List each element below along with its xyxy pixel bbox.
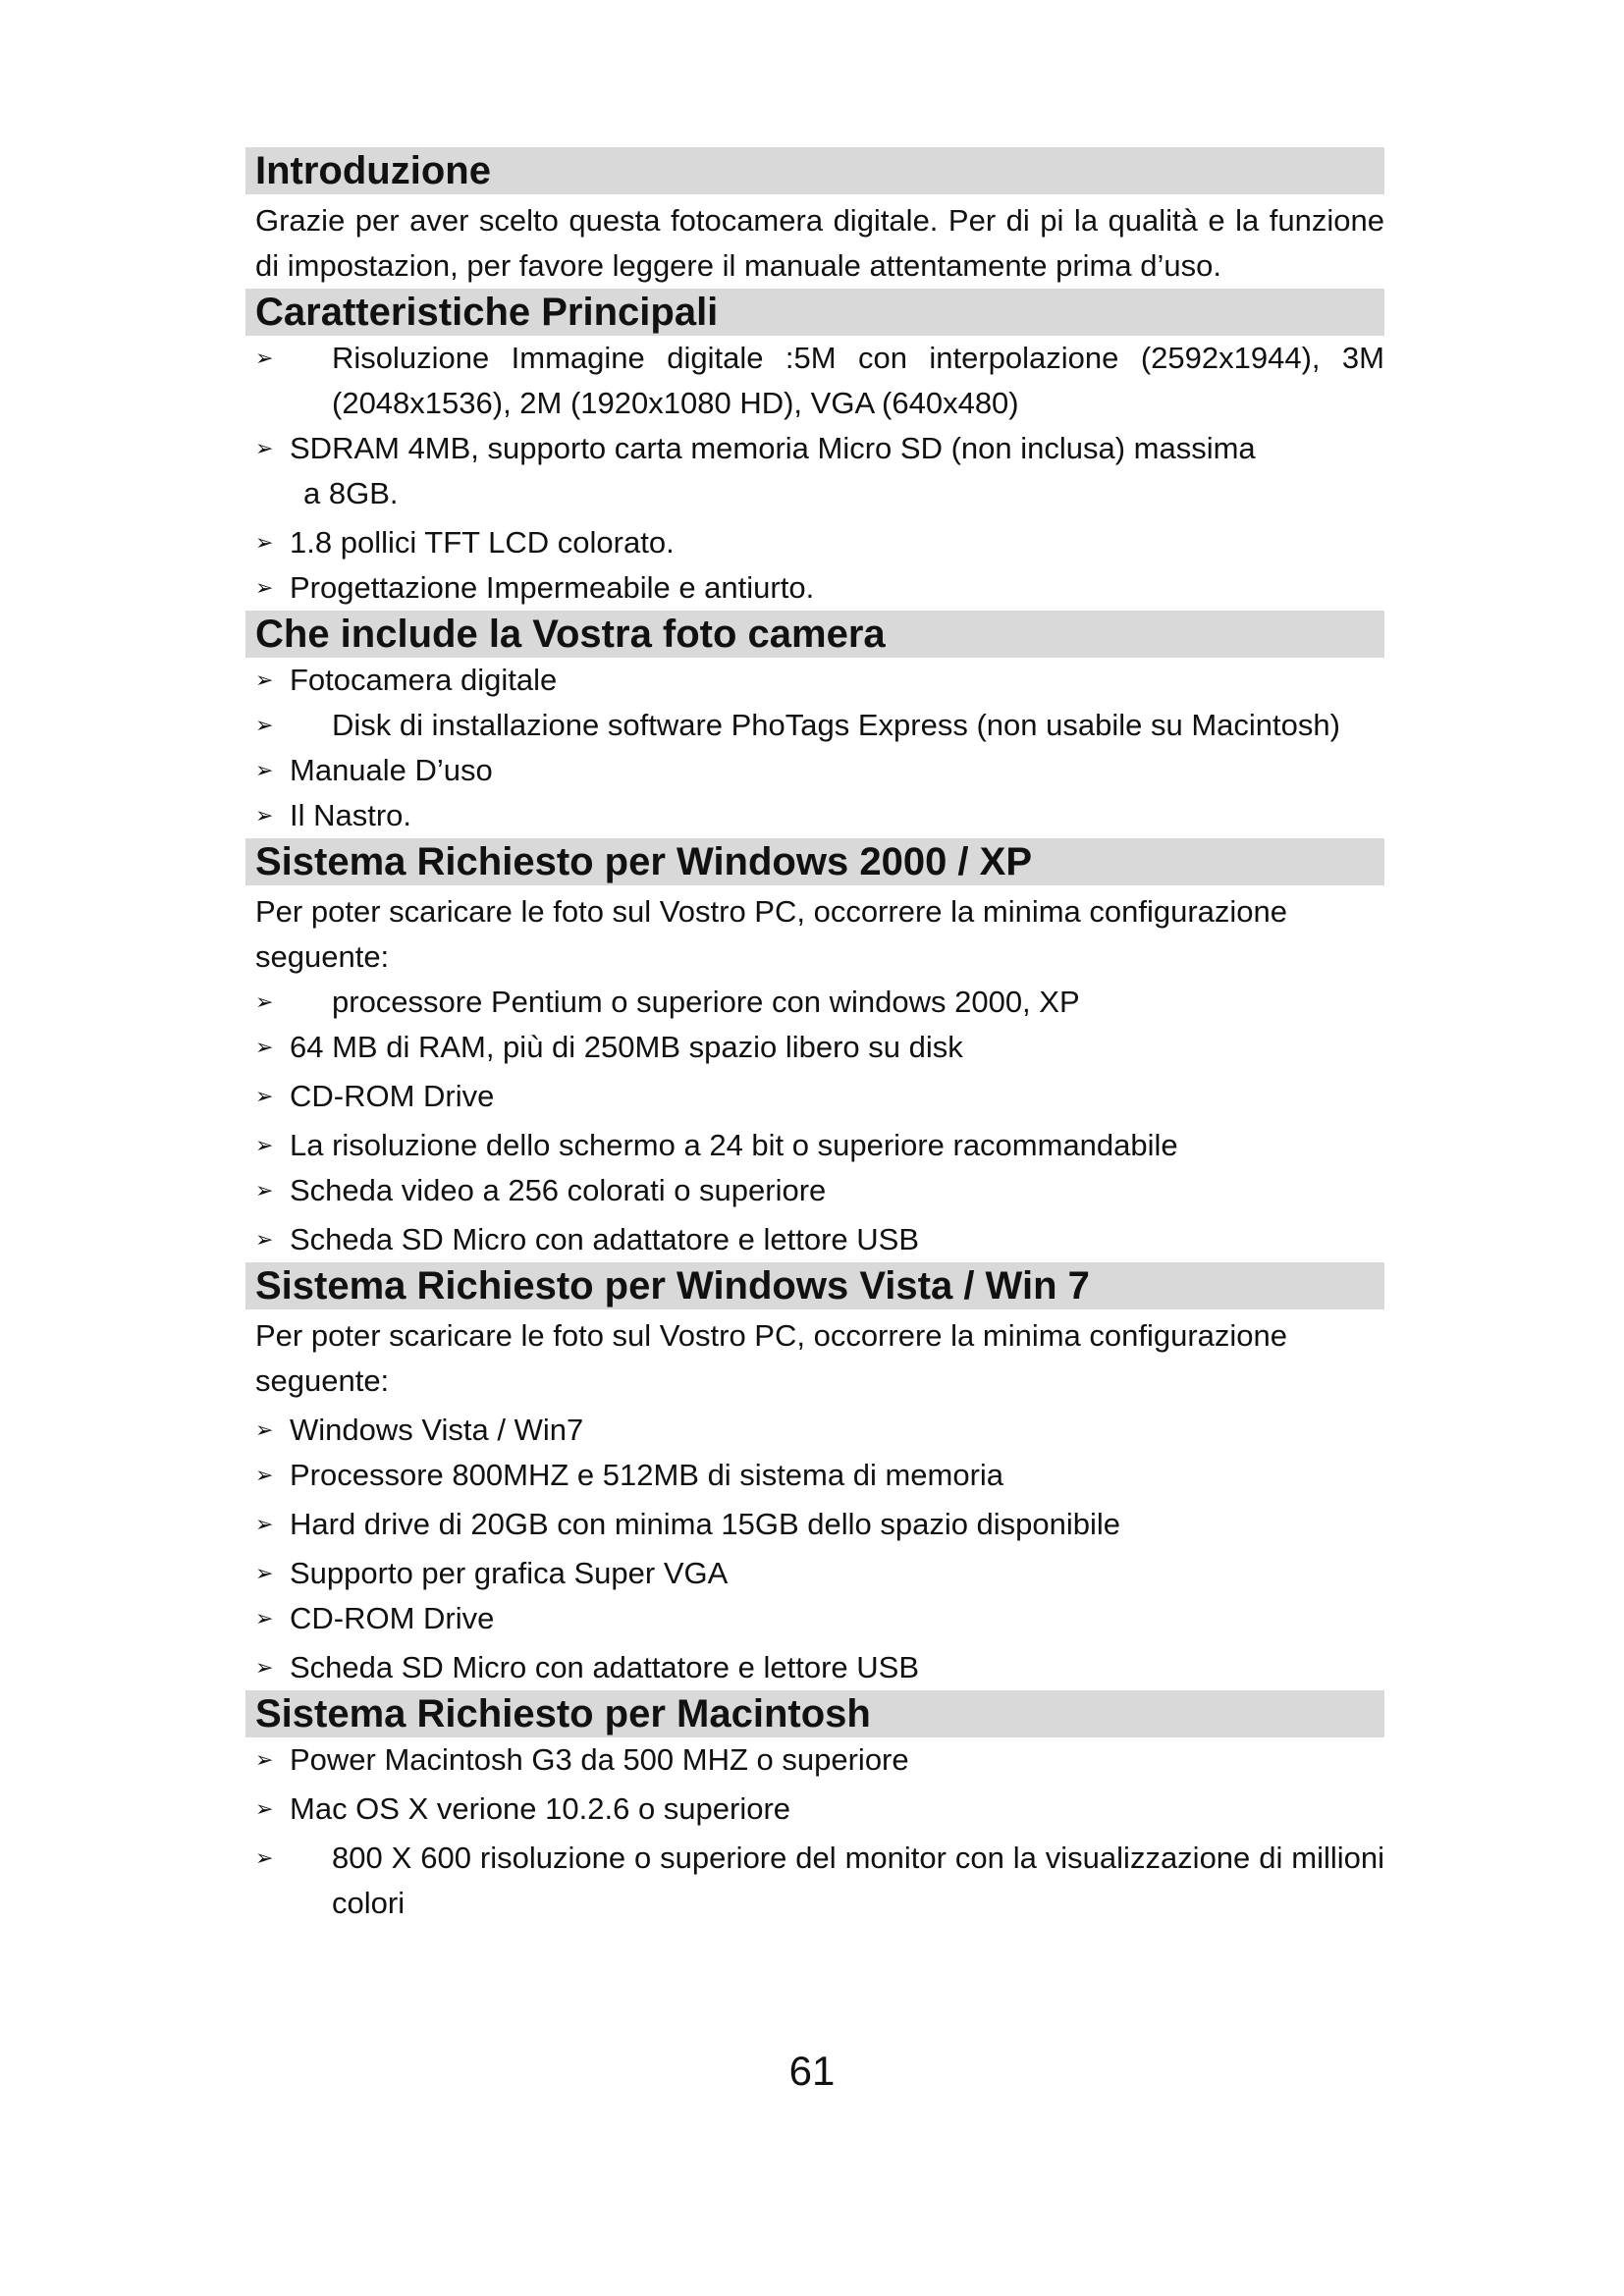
arrow-bullet-icon: ➢ xyxy=(255,346,274,370)
list-item-text: La risoluzione dello schermo a 24 bit o superiore racommandabile xyxy=(290,1128,1178,1162)
list-item-text: Mac OS X verione 10.2.6 o superiore xyxy=(290,1791,791,1826)
list-item-text: Windows Vista / Win7 xyxy=(290,1413,584,1447)
list-item-text: Processore 800MHZ e 512MB di sistema di memoria xyxy=(290,1458,1004,1492)
arrow-bullet-icon: ➢ xyxy=(255,1606,274,1630)
arrow-bullet-icon: ➢ xyxy=(255,1133,274,1157)
list-item xyxy=(245,1453,1384,1498)
arrow-bullet-icon: ➢ xyxy=(255,436,274,460)
arrow-bullet-icon: ➢ xyxy=(255,758,274,782)
list-item-text: CD-ROM Drive xyxy=(290,1601,495,1635)
arrow-bullet-icon: ➢ xyxy=(255,1417,274,1442)
list-item-text: SDRAM 4MB, supporto carta memoria Micro SD (non inclusa) massima xyxy=(290,431,1256,465)
list-item xyxy=(245,1836,1384,1926)
arrow-bullet-icon: ➢ xyxy=(255,1561,274,1585)
features-list xyxy=(245,336,1384,611)
list-item-text: 800 X 600 risoluzione o superiore del monitor con la visualizzazione di millioni colori xyxy=(332,1841,1384,1920)
list-item-text: Scheda SD Micro con adattatore e lettore USB xyxy=(290,1650,919,1684)
arrow-bullet-icon: ➢ xyxy=(255,575,274,600)
list-item-text: Fotocamera digitale xyxy=(290,663,558,697)
section-title-macintosh: Sistema Richiesto per Macintosh xyxy=(245,1690,1384,1737)
list-item xyxy=(245,1408,1384,1453)
section-title-caratteristiche: Caratteristiche Principali xyxy=(245,289,1384,336)
list-item-text: Manuale D’uso xyxy=(290,753,493,787)
macintosh-requirements-list xyxy=(245,1737,1384,1926)
list-item-text: Power Macintosh G3 da 500 MHZ o superiore xyxy=(290,1742,909,1777)
list-item xyxy=(245,1787,1384,1832)
list-item xyxy=(245,1551,1384,1596)
arrow-bullet-icon: ➢ xyxy=(255,1512,274,1536)
arrow-bullet-icon: ➢ xyxy=(255,1178,274,1202)
list-item-text: Risoluzione Immagine digitale :5M con interpolazione (2592x1944), 3M (2048x1536), 2M (1920x1080 HD), VGA (640x480) xyxy=(332,341,1384,420)
list-item xyxy=(245,980,1384,1025)
arrow-bullet-icon: ➢ xyxy=(255,1463,274,1487)
arrow-bullet-icon: ➢ xyxy=(255,989,274,1014)
list-item xyxy=(245,1596,1384,1641)
list-item xyxy=(245,1074,1384,1119)
list-item xyxy=(245,1168,1384,1213)
list-item-text: Scheda SD Micro con adattatore e lettore USB xyxy=(290,1222,919,1256)
windows-xp-intro: Per poter scaricare le foto sul Vostro PC, occorrere la minima configurazione seguente: xyxy=(255,894,1288,974)
section-title-introduzione: Introduzione xyxy=(245,147,1384,194)
list-item-text: Scheda video a 256 colorati o superiore xyxy=(290,1173,827,1207)
page-number: 61 xyxy=(788,2048,836,2094)
manual-page xyxy=(245,147,1384,1926)
windows-vista-intro: Per poter scaricare le foto sul Vostro PC, occorrere la minima configurazione seguente: xyxy=(255,1318,1288,1398)
list-item-text: Disk di installazione software PhoTags Express (non usabile su Macintosh) xyxy=(332,708,1340,742)
arrow-bullet-icon: ➢ xyxy=(255,1655,274,1680)
list-item xyxy=(245,793,1384,838)
arrow-bullet-icon: ➢ xyxy=(255,1084,274,1108)
arrow-bullet-icon: ➢ xyxy=(255,530,274,555)
list-item-text: Supporto per grafica Super VGA xyxy=(290,1556,729,1590)
windows-xp-requirements-list xyxy=(245,980,1384,1262)
section-title-contenuto: Che include la Vostra foto camera xyxy=(245,611,1384,658)
list-item xyxy=(245,426,1384,516)
list-item xyxy=(245,1737,1384,1783)
list-item xyxy=(245,336,1384,426)
list-item-text: Progettazione Impermeabile e antiurto. xyxy=(290,570,815,605)
windows-vista-requirements-list xyxy=(245,1408,1384,1690)
list-item xyxy=(245,1502,1384,1547)
arrow-bullet-icon: ➢ xyxy=(255,1845,274,1870)
list-item-text: processore Pentium o superiore con windows 2000, XP xyxy=(332,985,1080,1019)
intro-paragraph: Grazie per aver scelto questa fotocamera digitale. Per di pi la qualità e la funzione di impostazion, per favore leggere il manuale attentamente prima d’uso. xyxy=(255,203,1384,283)
list-item-continuation: a 8GB. xyxy=(303,476,399,510)
list-item xyxy=(245,1217,1384,1262)
list-item xyxy=(245,1645,1384,1690)
package-list xyxy=(245,658,1384,838)
arrow-bullet-icon: ➢ xyxy=(255,1227,274,1252)
list-item xyxy=(245,1123,1384,1168)
arrow-bullet-icon: ➢ xyxy=(255,713,274,737)
list-item-text: 64 MB di RAM, più di 250MB spazio libero su disk xyxy=(290,1030,963,1064)
list-item-text: Hard drive di 20GB con minima 15GB dello spazio disponibile xyxy=(290,1507,1121,1541)
list-item xyxy=(245,565,1384,611)
list-item xyxy=(245,658,1384,703)
section-title-windows-xp: Sistema Richiesto per Windows 2000 / XP xyxy=(245,838,1384,885)
section-title-windows-vista: Sistema Richiesto per Windows Vista / Win 7 xyxy=(245,1262,1384,1309)
list-item-text: 1.8 pollici TFT LCD colorato. xyxy=(290,525,675,560)
arrow-bullet-icon: ➢ xyxy=(255,1035,274,1059)
arrow-bullet-icon: ➢ xyxy=(255,1747,274,1772)
list-item xyxy=(245,703,1384,748)
arrow-bullet-icon: ➢ xyxy=(255,1796,274,1821)
list-item-text: Il Nastro. xyxy=(290,798,412,832)
arrow-bullet-icon: ➢ xyxy=(255,667,274,692)
list-item xyxy=(245,1025,1384,1070)
list-item xyxy=(245,520,1384,565)
list-item xyxy=(245,748,1384,793)
arrow-bullet-icon: ➢ xyxy=(255,803,274,828)
list-item-text: CD-ROM Drive xyxy=(290,1079,495,1113)
